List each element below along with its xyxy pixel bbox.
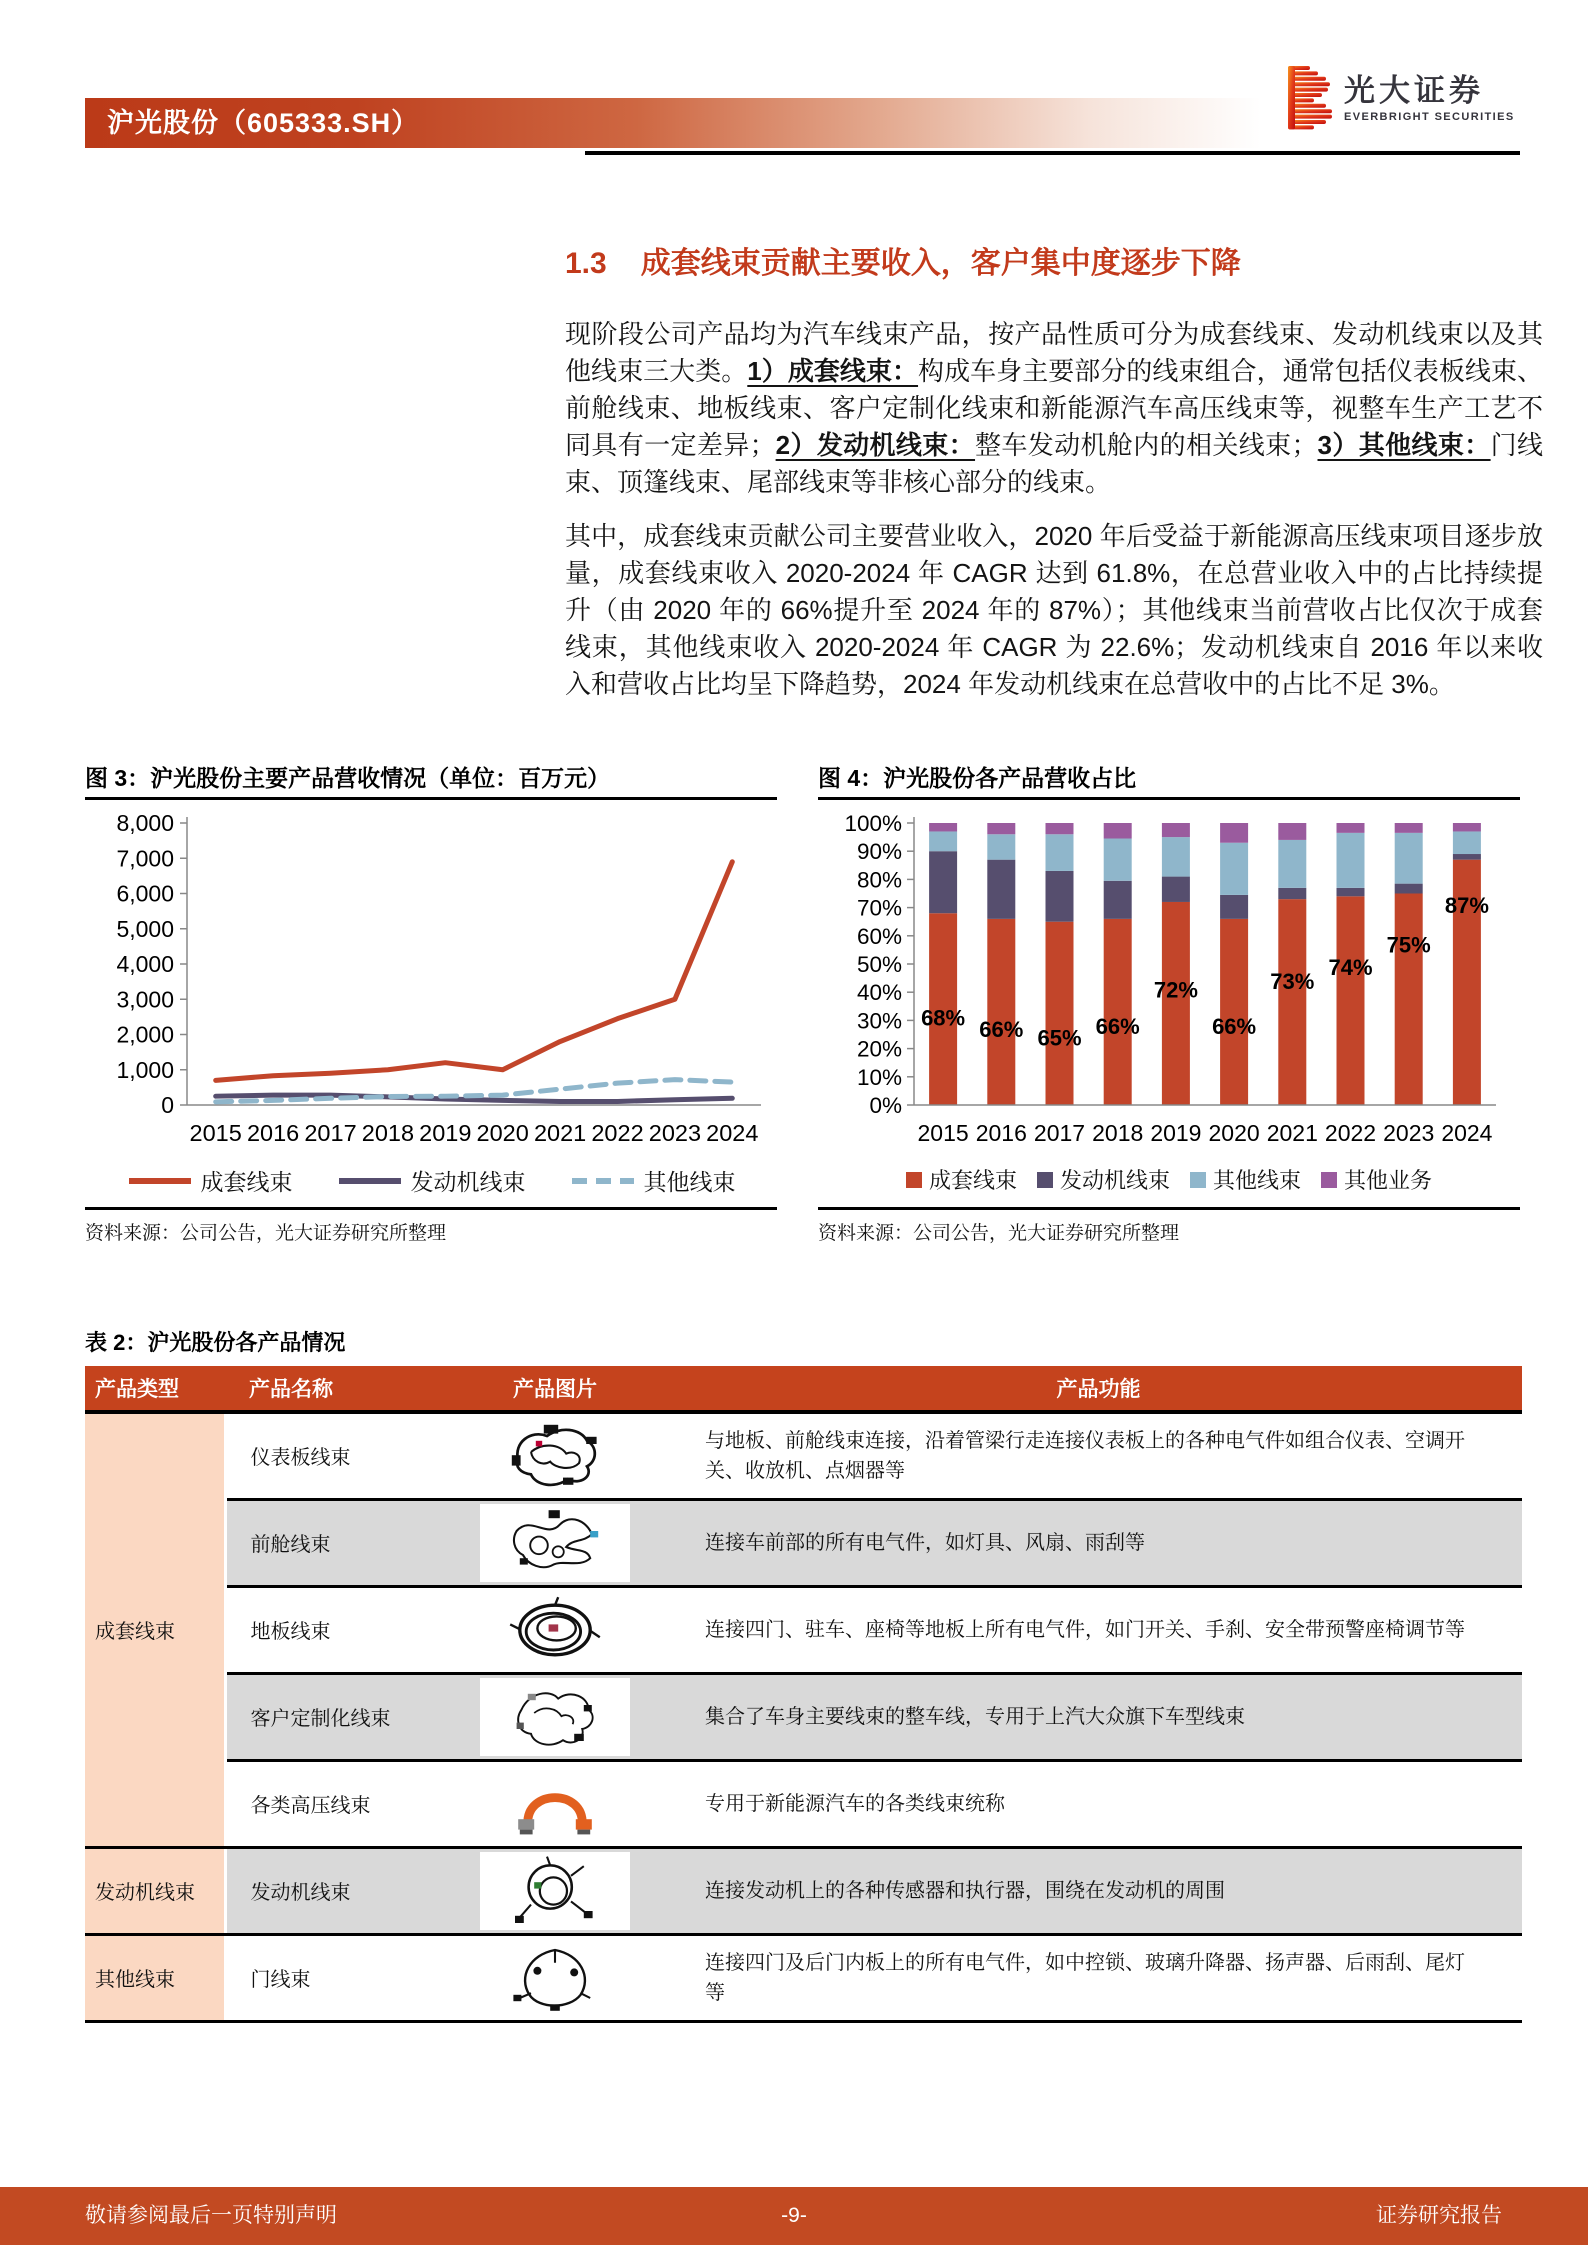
svg-text:3,000: 3,000 (116, 986, 174, 1013)
section-number: 1.3 (565, 247, 607, 280)
product-image-cell (435, 1673, 675, 1760)
product-name-cell: 各类高压线束 (225, 1760, 435, 1847)
legend-label: 其他业务 (1344, 1168, 1433, 1193)
product-function-cell: 连接车前部的所有电气件，如灯具、风扇、雨刮等 (675, 1499, 1522, 1586)
legend-item (127, 1164, 293, 1197)
table-row (85, 1412, 1522, 1499)
svg-text:2018: 2018 (1092, 1120, 1144, 1146)
svg-text:2017: 2017 (1033, 1120, 1086, 1146)
table-header-row (85, 1366, 1522, 1412)
front-compartment-harness-image (493, 1507, 617, 1579)
svg-text:2024: 2024 (1441, 1120, 1493, 1146)
svg-text:2018: 2018 (361, 1120, 415, 1146)
footer-report-type: 证券研究报告 (1376, 2204, 1502, 2227)
figure-4-caption-rule (818, 797, 1520, 800)
paragraph-segment: 门线束、顶篷线束、尾部线束等非核心部分的线束。 (565, 430, 1543, 497)
revenue-share-bar-chart (818, 807, 1520, 1159)
product-name-cell: 地板线束 (225, 1586, 435, 1673)
svg-text:20%: 20% (856, 1036, 902, 1062)
product-image-cell (435, 1499, 675, 1586)
legend-item (1037, 1164, 1170, 1195)
legend-line-sample (337, 1177, 403, 1185)
legend-label: 发动机线束 (410, 1169, 526, 1195)
figure-4-caption: 图 4：沪光股份各产品营收占比 (818, 765, 1137, 791)
svg-text:2022: 2022 (1324, 1120, 1377, 1146)
table-row (85, 1673, 1522, 1760)
product-image-cell (435, 1760, 675, 1847)
svg-text:75%: 75% (1386, 932, 1431, 958)
svg-text:30%: 30% (856, 1008, 902, 1034)
product-image-cell (435, 1847, 675, 1934)
svg-text:2020: 2020 (476, 1120, 529, 1146)
svg-text:1,000: 1,000 (116, 1056, 174, 1083)
svg-text:2019: 2019 (1150, 1120, 1202, 1146)
svg-text:74%: 74% (1328, 954, 1373, 980)
svg-text:66%: 66% (979, 1016, 1024, 1042)
svg-text:10%: 10% (856, 1064, 902, 1090)
paragraph-segment-emphasis: 3）其他线束： (1317, 430, 1491, 460)
legend-label: 成套线束 (928, 1168, 1017, 1193)
product-function-cell: 连接四门及后门内板上的所有电气件，如中控锁、玻璃升降器、扬声器、后雨刮、尾灯等 (675, 1934, 1522, 2021)
figure-4-legend (818, 1164, 1520, 1195)
legend-label: 其他线束 (1213, 1168, 1302, 1193)
paragraph-segment-emphasis: 1）成套线束： (747, 356, 919, 386)
product-function-cell: 专用于新能源汽车的各类线束统称 (675, 1760, 1522, 1847)
svg-text:72%: 72% (1153, 977, 1198, 1003)
svg-text:50%: 50% (856, 952, 902, 977)
table-2-title: 表 2：沪光股份各产品情况 (85, 1330, 346, 1355)
svg-text:2021: 2021 (533, 1120, 587, 1146)
table-row (85, 1499, 1522, 1586)
legend-label: 成套线束 (200, 1169, 293, 1195)
svg-text:2015: 2015 (917, 1120, 969, 1146)
svg-text:7,000: 7,000 (116, 845, 174, 872)
paragraph-segment-emphasis: 2）发动机线束： (775, 430, 976, 460)
table-row (85, 1760, 1522, 1847)
svg-text:0: 0 (161, 1092, 174, 1118)
svg-text:2023: 2023 (1383, 1120, 1435, 1146)
table-row (85, 1586, 1522, 1673)
instrument-panel-harness-image (493, 1420, 617, 1492)
product-name-cell: 前舱线束 (225, 1499, 435, 1586)
paragraph-revenue-analysis: 其中，成套线束贡献公司主要营业收入，2020 年后受益于新能源高压线束项目逐步放量，成套线束收入 2020-2024 年 CAGR 达到 61.8%，在总营业收入中的占比持续提升（由 2020 年的 66%提升至 2024 年的 87%）；其他线束当前营收占比仅次于成套线束，其他线束收入 2020-2024 年 CAGR 为 22.6%；发动机线束自 2016 年以来收入和营收占比均呈下降趋势，2024 年发动机线束在总营收中的占比不足 3%。 (565, 521, 1543, 699)
product-image-cell (435, 1586, 675, 1673)
footer-page-number: -9- (781, 2204, 807, 2227)
legend-swatch (1037, 1172, 1053, 1188)
product-function-cell: 集合了车身主要线束的整车线，专用于上汽大众旗下车型线束 (675, 1673, 1522, 1760)
column-header-product-function: 产品功能 (675, 1366, 1522, 1412)
door-harness-image (493, 1942, 617, 2014)
svg-text:68%: 68% (921, 1005, 966, 1031)
figure-3-block (85, 760, 777, 1242)
footer-disclaimer: 敬请参阅最后一页特别声明 (85, 2204, 337, 2227)
category-cell-other-harness: 其他线束 (85, 1934, 225, 2021)
product-name-cell: 客户定制化线束 (225, 1673, 435, 1760)
figure-3-caption: 图 3：沪光股份主要产品营收情况（单位：百万元） (85, 765, 611, 791)
svg-text:70%: 70% (856, 895, 902, 921)
legend-swatch (906, 1172, 922, 1188)
svg-text:60%: 60% (856, 923, 902, 949)
category-cell-complete-harness: 成套线束 (85, 1412, 225, 1847)
column-header-product-name: 产品名称 (225, 1366, 435, 1412)
header-band (85, 98, 1310, 148)
svg-text:2017: 2017 (304, 1120, 357, 1146)
legend-swatch (1321, 1172, 1337, 1188)
svg-text:73%: 73% (1270, 968, 1315, 994)
product-function-cell: 连接发动机上的各种传感器和执行器，围绕在发动机的周围 (675, 1847, 1522, 1934)
product-table (85, 1366, 1522, 2023)
table-row (85, 1934, 1522, 2021)
figure-3-source: 资料来源：公司公告，光大证券研究所整理 (85, 1223, 447, 1244)
figure-3-legend (85, 1164, 777, 1197)
floor-harness-image (493, 1594, 617, 1666)
engine-harness-image (493, 1855, 617, 1927)
figure-3-caption-rule (85, 797, 777, 800)
table-row (85, 1847, 1522, 1934)
stock-label: 沪光股份（605333.SH） (107, 108, 420, 138)
legend-item (337, 1164, 526, 1197)
category-cell-engine-harness: 发动机线束 (85, 1847, 225, 1934)
everbright-logo-icon (1288, 66, 1334, 130)
product-image-cell (435, 1934, 675, 2021)
legend-swatch (1190, 1172, 1206, 1188)
figure-4-source: 资料来源：公司公告，光大证券研究所整理 (818, 1223, 1180, 1244)
svg-text:66%: 66% (1212, 1014, 1257, 1040)
column-header-product-image: 产品图片 (435, 1366, 675, 1412)
column-header-product-type: 产品类型 (85, 1366, 225, 1412)
paragraph-segment: 构成车身主要部分的线束组合，通常包括仪表板线束、前舱线束、地板线束、客户定制化线束和新能源汽车高压线束等，视整车生产工艺不同具有一定差异； (565, 356, 1543, 460)
svg-text:5,000: 5,000 (116, 915, 174, 942)
footer-band (0, 2187, 1588, 2245)
svg-text:100%: 100% (844, 811, 902, 836)
legend-item (906, 1164, 1017, 1195)
product-name-cell: 门线束 (225, 1934, 435, 2021)
svg-text:6,000: 6,000 (116, 880, 174, 907)
svg-text:8,000: 8,000 (116, 810, 174, 836)
figure-4-source-rule (818, 1207, 1520, 1210)
high-voltage-harness-image (493, 1768, 617, 1840)
svg-text:66%: 66% (1095, 1014, 1140, 1040)
svg-text:2019: 2019 (419, 1120, 472, 1146)
svg-text:2015: 2015 (189, 1120, 242, 1146)
product-name-cell: 仪表板线束 (225, 1412, 435, 1499)
svg-text:87%: 87% (1444, 892, 1489, 918)
svg-text:2023: 2023 (648, 1120, 702, 1146)
section-title-text: 成套线束贡献主要收入，客户集中度逐步下降 (640, 247, 1241, 280)
custom-harness-image (493, 1681, 617, 1753)
legend-line-sample (570, 1177, 636, 1185)
figure-4-block (818, 760, 1520, 1242)
svg-text:2021: 2021 (1266, 1120, 1318, 1146)
figure-3-source-rule (85, 1207, 777, 1210)
product-image-cell (435, 1412, 675, 1499)
svg-text:2020: 2020 (1208, 1120, 1260, 1146)
legend-item (570, 1164, 736, 1197)
section-title (565, 238, 1545, 282)
legend-line-sample (127, 1177, 193, 1185)
svg-text:2016: 2016 (246, 1120, 300, 1146)
svg-text:2024: 2024 (706, 1120, 759, 1146)
legend-item (1190, 1164, 1301, 1195)
brand-name-cn: 光大证券 (1344, 72, 1484, 108)
svg-text:0%: 0% (869, 1093, 902, 1118)
product-function-cell: 与地板、前舱线束连接，沿着管梁行走连接仪表板上的各种电气件如组合仪表、空调开关、收放机、点烟器等 (675, 1412, 1522, 1499)
revenue-line-chart (85, 807, 777, 1159)
legend-label: 发动机线束 (1059, 1168, 1170, 1193)
paragraph-segment: 现阶段公司产品均为汽车线束产品，按产品性质可分为成套线束、发动机线束以及其他线束三大类。 (565, 319, 1543, 386)
paragraph-product-categories (565, 316, 1543, 501)
legend-label: 其他线束 (643, 1169, 736, 1195)
product-name-cell: 发动机线束 (225, 1847, 435, 1934)
svg-text:40%: 40% (856, 980, 902, 1006)
header-rule (585, 151, 1520, 155)
product-function-cell: 连接四门、驻车、座椅等地板上所有电气件，如门开关、手刹、安全带预警座椅调节等 (675, 1586, 1522, 1673)
svg-text:2016: 2016 (975, 1120, 1027, 1146)
svg-text:2022: 2022 (591, 1120, 644, 1146)
legend-item (1321, 1164, 1432, 1195)
svg-text:4,000: 4,000 (116, 951, 174, 977)
everbright-logo (1288, 66, 1515, 130)
svg-text:2,000: 2,000 (116, 1021, 174, 1048)
paragraph-segment: 整车发动机舱内的相关线束； (975, 430, 1318, 460)
brand-name-en: EVERBRIGHT SECURITIES (1344, 110, 1515, 123)
svg-text:65%: 65% (1037, 1025, 1082, 1051)
svg-text:90%: 90% (856, 839, 902, 865)
svg-text:80%: 80% (856, 867, 902, 893)
